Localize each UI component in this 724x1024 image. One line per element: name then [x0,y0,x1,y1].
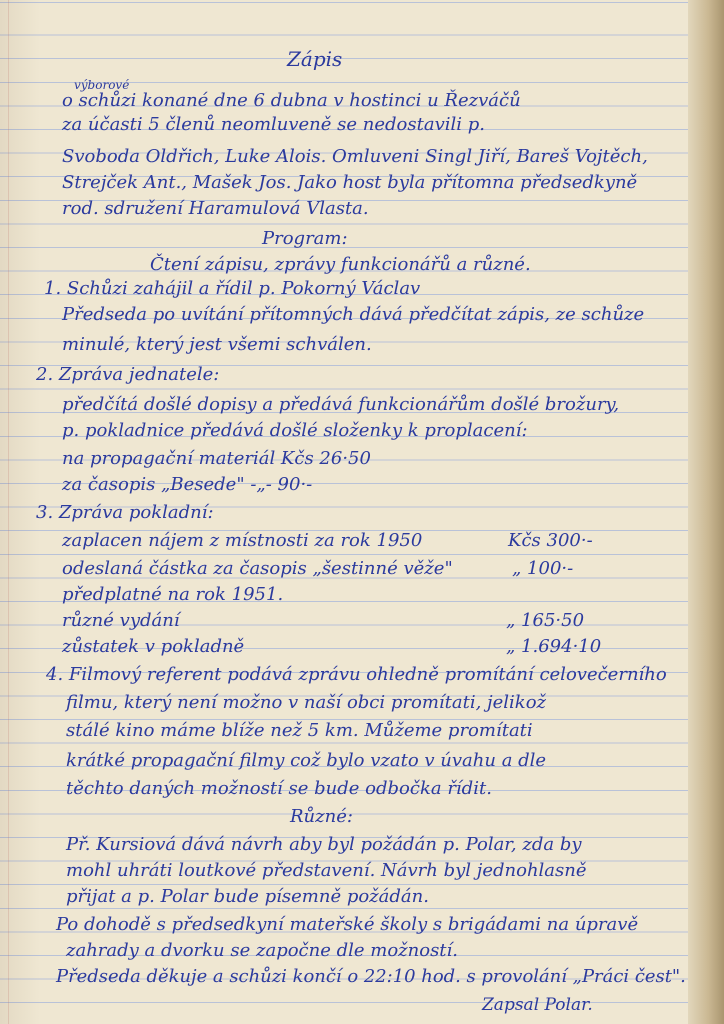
text-line: předplatné na rok 1951. [62,584,284,605]
text-line: těchto daných možností se bude odbočka řídit. [66,778,492,799]
text-line: zaplacen nájem z místnosti za rok 1950 [62,530,423,551]
text-line: za účasti 5 členů neomluveně se nedostavili p. [62,114,485,135]
text-line: mohl uhráti loutkové představení. Návrh byl jednohlasně [66,860,587,881]
signature-line: Zapsal Polar. [482,995,593,1015]
amount: „ 100·- [512,558,574,579]
insertion-above-line: výborové [74,78,130,92]
text-line: 4. Filmový referent podává zprávu ohledně promítání celovečerního [46,664,667,685]
section-heading: Různé: [290,806,353,827]
text-line: Předseda děkuje a schůzi končí o 22:10 hod. s provolání „Práci čest". [56,966,686,987]
text-line: krátké propagační filmy což bylo vzato v úvahu a dle [66,750,547,771]
text-line: přijat a p. Polar bude písemně požádán. [66,886,429,907]
text-line: 1. Schůzi zahájil a řídil p. Pokorný Václav [44,278,421,299]
notebook-binding [688,0,724,1024]
text-line: 2. Zpráva jednatele: [36,364,220,385]
text-line: zahrady a dvorku se započne dle možností. [66,940,459,961]
text-line: o schůzi konané dne 6 dubna v hostinci u Řezváčů [62,90,521,111]
text-line: různé vydání [62,610,180,631]
amount: „ 1.694·10 [506,636,602,657]
text-line: za časopis „Besede" -„- 90·- [62,474,313,495]
text-line: na propagační materiál Kčs 26·50 [62,448,371,469]
text-line: odeslaná částka za časopis „šestinné věže" [62,558,453,579]
text-line: předčítá došlé dopisy a předává funkcionářům došlé brožury, [62,394,620,415]
text-line: p. pokladnice předává došlé složenky k proplacení: [62,420,528,441]
amount: „ 165·50 [506,610,585,631]
text-line: Předseda po uvítání přítomných dává předčítat zápis, ze schůze [62,304,645,325]
text-line: rod. sdružení Haramulová Vlasta. [62,198,369,219]
document-title: Zápis [287,47,343,71]
text-line: Př. Kursiová dává návrh aby byl požádán p. Polar, zda by [66,834,582,855]
text-line: Svoboda Oldřich, Luke Alois. Omluveni Singl Jiří, Bareš Vojtěch, [62,146,648,167]
text-line: minulé, který jest všemi schválen. [62,334,372,355]
text-line: Strejček Ant., Mašek Jos. Jako host byla přítomna předsedkyně [62,172,638,193]
text-line: zůstatek v pokladně [62,636,245,657]
text-line: 3. Zpráva pokladní: [36,502,214,523]
text-line: stálé kino máme blíže než 5 km. Můžeme promítati [66,720,533,741]
text-line: filmu, který není možno v naší obci promítati, jelikož [66,692,547,713]
page-margin-line [8,0,9,1024]
amount: Kčs 300·- [508,530,593,551]
text-line: Po dohodě s předsedkyní mateřské školy s brigádami na úpravě [56,914,639,935]
text-line: Čtení zápisu, zprávy funkcionářů a různé. [150,254,531,275]
section-heading: Program: [262,228,348,249]
